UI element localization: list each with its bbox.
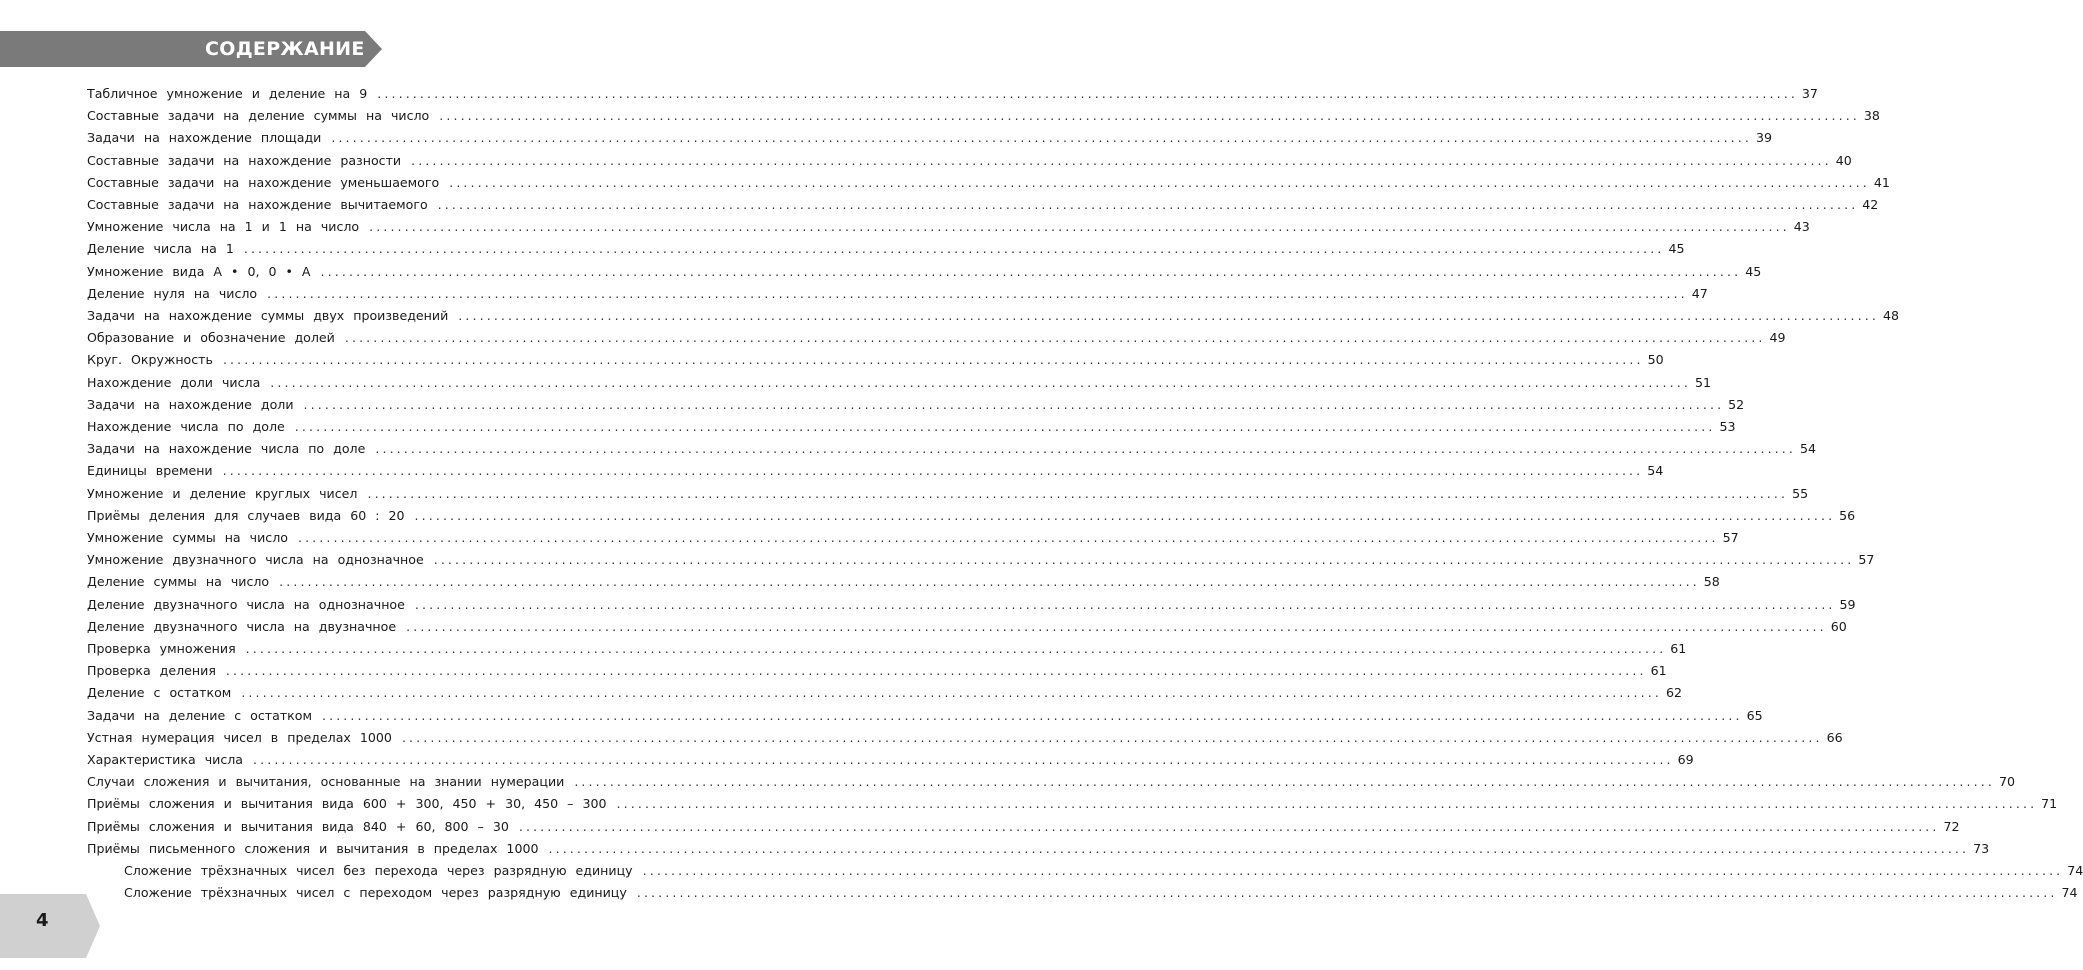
toc-entry-page: 60: [1830, 618, 1847, 634]
toc-entry-title: Составные задачи на нахождение разности: [87, 152, 402, 168]
toc-entry-title: Табличное умножение и деление на 9: [87, 86, 368, 101]
toc-leader-dots: ........................................................................................................................................................................................................: [458, 308, 1879, 323]
toc-leader-dots: ........................................................................................................................................................................................................: [253, 752, 1674, 767]
toc-entry[interactable]: [87, 552, 1875, 570]
toc-entry-page: 57: [1858, 552, 1875, 568]
toc-entry[interactable]: [87, 707, 1763, 726]
toc-entry-title: Нахождение доли числа: [87, 374, 261, 390]
toc-entry-title: Умножение суммы на число: [87, 530, 288, 545]
toc-leader-dots: ........................................................................................................................................................................................................: [303, 396, 1725, 412]
toc-entry-title: Задачи на нахождение числа по доле: [87, 441, 366, 457]
toc-entry-page: 51: [1694, 374, 1711, 390]
toc-entry[interactable]: [124, 863, 2083, 881]
toc-entry-page: 38: [1863, 108, 1880, 124]
toc-entry-title: Деление суммы на число: [87, 574, 270, 590]
toc-entry-page: 62: [1665, 685, 1682, 701]
toc-entry-title: Умножение вида А • 0, 0 • А: [87, 263, 311, 279]
toc-leader-dots: ........................................................................................................................................................................................................: [406, 618, 1827, 634]
toc-entry-page: 41: [1873, 174, 1890, 190]
toc-entry[interactable]: [87, 330, 1786, 348]
toc-entry-page: 58: [1703, 574, 1720, 590]
toc-leader-dots: ........................................................................................................................................................................................................: [548, 840, 1970, 856]
toc-entry-page: 48: [1882, 308, 1899, 323]
toc-entry[interactable]: [87, 485, 1809, 504]
toc-entry[interactable]: [87, 352, 1664, 370]
toc-entry[interactable]: [87, 752, 1694, 770]
toc-entry[interactable]: [87, 463, 1664, 481]
toc-entry-page: 66: [1826, 729, 1843, 745]
toc-entry-title: Умножение двузначного числа на однозначное: [87, 552, 424, 568]
header-arrow: [365, 31, 382, 67]
toc-entry[interactable]: [87, 285, 1708, 304]
toc-entry-title: Характеристика числа: [87, 752, 244, 767]
toc-entry-title: Приёмы деления для случаев вида 60 : 20: [87, 507, 405, 523]
toc-leader-dots: ........................................................................................................................................................................................................: [518, 818, 1940, 834]
toc-entry[interactable]: [87, 152, 1852, 171]
toc-entry-page: 39: [1755, 130, 1773, 146]
toc-leader-dots: ........................................................................................................................................................................................................: [439, 108, 1860, 124]
toc-leader-dots: ........................................................................................................................................................................................................: [279, 574, 1700, 590]
toc-entry-page: 69: [1677, 752, 1694, 767]
toc-entry-title: Составные задачи на нахождение вычитаемого: [87, 197, 428, 212]
toc-entry-title: Деление нуля на число: [87, 285, 258, 301]
toc-entry-title: Деление числа на 1: [87, 241, 234, 257]
toc-entry[interactable]: [87, 729, 1843, 748]
toc-entry[interactable]: [87, 174, 1890, 193]
toc-entry[interactable]: [87, 574, 1720, 592]
toc-entry-title: Деление двузначного числа на однозначное: [87, 596, 405, 612]
page-number-arrow: [86, 894, 100, 958]
toc-entry-page: 54: [1800, 441, 1817, 457]
toc-entry-title: Сложение трёхзначных чисел без перехода через разрядную единицу: [124, 863, 633, 878]
toc-entry-title: Случаи сложения и вычитания, основанные на знании нумерации: [87, 774, 565, 790]
toc-entry-page: 55: [1792, 485, 1809, 501]
toc-leader-dots: ........................................................................................................................................................................................................: [344, 330, 1766, 346]
toc-entry-page: 65: [1746, 707, 1763, 723]
toc-leader-dots: ........................................................................................................................................................................................................: [414, 507, 1836, 523]
toc-entry[interactable]: [87, 641, 1687, 659]
toc-entry-page: 74: [2061, 885, 2078, 901]
toc-entry[interactable]: [87, 130, 1773, 148]
toc-entry-page: 43: [1793, 219, 1810, 235]
toc-leader-dots: ........................................................................................................................................................................................................: [297, 530, 1719, 545]
toc-leader-dots: ........................................................................................................................................................................................................: [245, 641, 1667, 656]
toc-entry-page: 70: [1998, 774, 2015, 790]
toc-leader-dots: ........................................................................................................................................................................................................: [270, 374, 1691, 390]
toc-leader-dots: ........................................................................................................................................................................................................: [375, 441, 1796, 457]
toc-entry[interactable]: [87, 308, 1899, 326]
toc-entry-page: 72: [1943, 818, 1960, 834]
toc-entry-title: Приёмы письменного сложения и вычитания в пределах 1000: [87, 840, 539, 856]
toc-entry-title: Умножение числа на 1 и 1 на число: [87, 219, 360, 235]
toc-leader-dots: ........................................................................................................................................................................................................: [367, 485, 1789, 501]
toc-entry-title: Составные задачи на нахождение уменьшаемого: [87, 174, 440, 190]
toc-entry[interactable]: [87, 86, 1818, 104]
toc-entry-title: Умножение и деление круглых чисел: [87, 485, 358, 501]
toc-entry[interactable]: [87, 685, 1682, 703]
toc-entry-title: Образование и обозначение долей: [87, 330, 335, 346]
toc-leader-dots: ........................................................................................................................................................................................................: [414, 596, 1836, 612]
toc-entry[interactable]: [87, 840, 1990, 859]
toc-leader-dots: ........................................................................................................................................................................................................: [243, 241, 1665, 257]
toc-entry[interactable]: [87, 530, 1739, 548]
toc-entry[interactable]: [87, 197, 1879, 215]
toc-entry-page: 54: [1647, 463, 1664, 479]
toc-leader-dots: ........................................................................................................................................................................................................: [294, 419, 1716, 434]
toc-entry[interactable]: [124, 885, 2078, 903]
toc-entry-title: Устная нумерация чисел в пределах 1000: [87, 729, 392, 745]
toc-entry[interactable]: [87, 263, 1762, 282]
toc-entry-page: 45: [1745, 263, 1762, 279]
toc-entry-title: Проверка умножения: [87, 641, 236, 656]
toc-entry-page: 53: [1719, 419, 1736, 434]
toc-entry-page: 56: [1839, 507, 1856, 523]
toc-leader-dots: ........................................................................................................................................................................................................: [241, 685, 1662, 701]
toc-entry-page: 61: [1670, 641, 1687, 656]
toc-entry[interactable]: [87, 774, 2015, 792]
toc-entry[interactable]: [87, 419, 1736, 437]
toc-entry-title: Задачи на нахождение площади: [87, 130, 322, 146]
toc-leader-dots: ........................................................................................................................................................................................................: [636, 885, 2058, 901]
toc-entry-title: Составные задачи на деление суммы на число: [87, 108, 430, 124]
toc-entry[interactable]: [87, 241, 1685, 259]
toc-entry[interactable]: [87, 507, 1856, 526]
toc-leader-dots: ........................................................................................................................................................................................................: [411, 152, 1832, 168]
toc-entry-page: 50: [1647, 352, 1664, 368]
toc-entry[interactable]: [87, 441, 1817, 459]
toc-entry-title: Проверка деления: [87, 663, 216, 679]
toc-entry[interactable]: [87, 818, 1960, 837]
toc-leader-dots: ........................................................................................................................................................................................................: [320, 263, 1742, 279]
toc-leader-dots: ........................................................................................................................................................................................................: [437, 197, 1859, 212]
toc-entry[interactable]: [87, 596, 1856, 615]
toc-entry-page: 71: [2041, 796, 2058, 812]
toc-entry-title: Деление двузначного числа на двузначное: [87, 618, 397, 634]
toc-entry-page: 57: [1722, 530, 1739, 545]
toc-leader-dots: ........................................................................................................................................................................................................: [225, 663, 1647, 679]
toc-entry-title: Сложение трёхзначных чисел с переходом через разрядную единицу: [124, 885, 627, 901]
toc-leader-dots: ........................................................................................................................................................................................................: [642, 863, 2064, 878]
toc-entry-title: Приёмы сложения и вычитания вида 600 + 300, 450 + 30, 450 – 300: [87, 796, 607, 812]
toc-leader-dots: ........................................................................................................................................................................................................: [401, 729, 1823, 745]
toc-entry[interactable]: [87, 108, 1880, 126]
toc-leader-dots: ........................................................................................................................................................................................................: [449, 174, 1870, 190]
toc-leader-dots: ........................................................................................................................................................................................................: [369, 219, 1790, 235]
toc-entry-title: Круг. Окружность: [87, 352, 213, 368]
toc-entry-page: 59: [1839, 596, 1856, 612]
toc-entry-page: 47: [1691, 285, 1708, 301]
toc-entry-title: Приёмы сложения и вычитания вида 840 + 60, 800 – 30: [87, 818, 509, 834]
toc-entry[interactable]: [87, 374, 1711, 393]
toc-entry-page: 74: [2067, 863, 2083, 878]
toc-entry-title: Нахождение числа по доле: [87, 419, 285, 434]
toc-leader-dots: ........................................................................................................................................................................................................: [267, 285, 1688, 301]
toc-leader-dots: ........................................................................................................................................................................................................: [321, 707, 1743, 723]
toc-entry[interactable]: [87, 663, 1667, 681]
toc-leader-dots: ........................................................................................................................................................................................................: [616, 796, 2038, 812]
toc-leader-dots: ........................................................................................................................................................................................................: [433, 552, 1855, 568]
toc-entry-page: 40: [1835, 152, 1852, 168]
toc-entry-title: Единицы времени: [87, 463, 213, 479]
toc-leader-dots: ........................................................................................................................................................................................................: [222, 352, 1644, 368]
toc-entry[interactable]: [87, 618, 1847, 637]
toc-leader-dots: ........................................................................................................................................................................................................: [222, 463, 1644, 479]
toc-entry-page: 37: [1801, 86, 1818, 101]
toc-leader-dots: ........................................................................................................................................................................................................: [574, 774, 1995, 790]
toc-entry-page: 73: [1973, 840, 1990, 856]
toc-entry[interactable]: [87, 796, 2058, 814]
toc-entry-title: Деление с остатком: [87, 685, 232, 701]
toc-leader-dots: ........................................................................................................................................................................................................: [377, 86, 1798, 101]
toc-entry-page: 45: [1668, 241, 1685, 257]
toc-entry-page: 49: [1769, 330, 1786, 346]
toc-entry[interactable]: [87, 396, 1745, 415]
toc-entry-page: 52: [1728, 396, 1745, 412]
toc-entry-title: Задачи на нахождение суммы двух произведений: [87, 308, 449, 323]
toc-entry[interactable]: [87, 219, 1810, 237]
toc-entry-title: Задачи на нахождение доли: [87, 396, 294, 412]
toc-leader-dots: ........................................................................................................................................................................................................: [331, 130, 1752, 146]
page-number: 4: [36, 910, 49, 931]
toc-entry-page: 42: [1862, 197, 1879, 212]
toc-entry-page: 61: [1650, 663, 1667, 679]
toc-entry-title: Задачи на деление с остатком: [87, 707, 312, 723]
page-title: СОДЕРЖАНИЕ: [205, 38, 365, 60]
